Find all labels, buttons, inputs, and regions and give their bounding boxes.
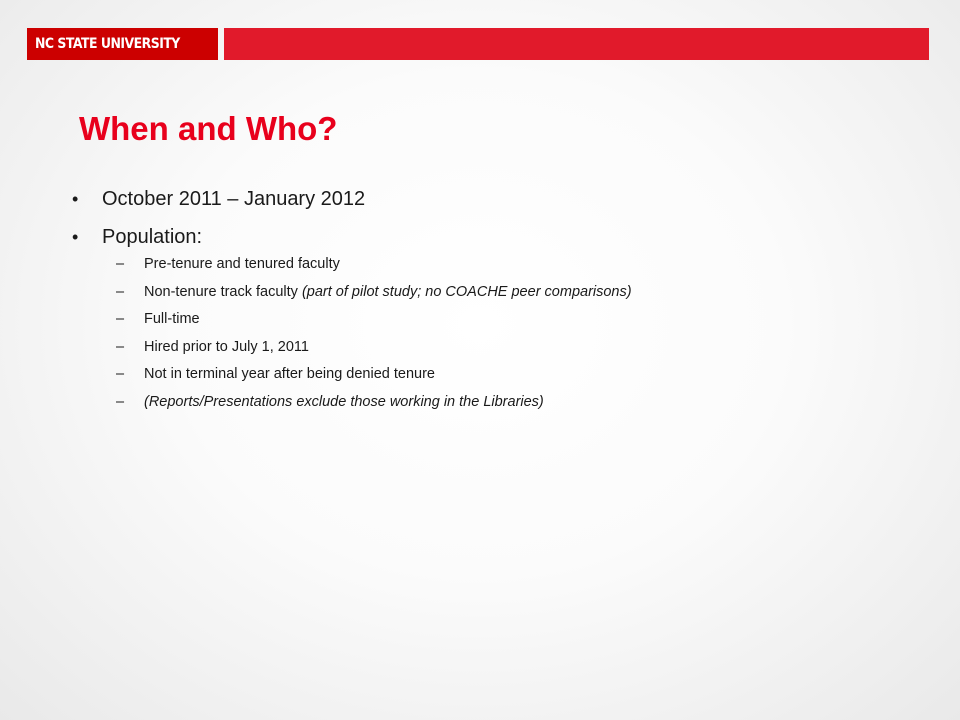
sub-bullet-italic: (Reports/Presentations exclude those working in the Libraries) — [144, 393, 544, 410]
sub-bullet-plain: Pre-tenure and tenured faculty — [144, 256, 340, 272]
dash-icon: – — [116, 311, 125, 327]
logo-wordmark: NC STATE UNIVERSITY — [35, 36, 180, 52]
dash-icon: – — [116, 256, 125, 272]
bullet-dot-icon: • — [72, 189, 79, 209]
dash-icon: – — [116, 366, 125, 382]
dash-icon: – — [116, 393, 125, 410]
sub-bullet-text — [144, 392, 544, 412]
slide-title: When and Who? — [79, 110, 338, 147]
sub-bullet-text — [144, 309, 200, 329]
sub-bullet-italic: (part of pilot study; no COACHE peer comparisons) — [301, 283, 632, 300]
sub-bullet-plain: Full-time — [144, 311, 200, 327]
sub-bullet-plain: Not in terminal year after being denied tenure — [144, 366, 435, 382]
bullet-text: October 2011 – January 2012 — [102, 188, 366, 210]
nc-state-logo — [27, 28, 218, 60]
sub-bullet-text — [144, 337, 309, 357]
bullet-text: Population: — [102, 226, 203, 248]
sub-bullet-text — [144, 282, 632, 302]
sub-bullet-plain: Non-tenure track faculty — [144, 283, 302, 300]
sub-bullet-text — [144, 364, 435, 384]
sub-bullet-text — [144, 254, 340, 274]
sub-bullet-plain: Hired prior to July 1, 2011 — [144, 338, 309, 355]
bullet-dot-icon: • — [72, 227, 79, 247]
dash-icon: – — [116, 338, 125, 355]
dash-icon: – — [116, 283, 125, 300]
header-banner-bar — [224, 28, 929, 60]
